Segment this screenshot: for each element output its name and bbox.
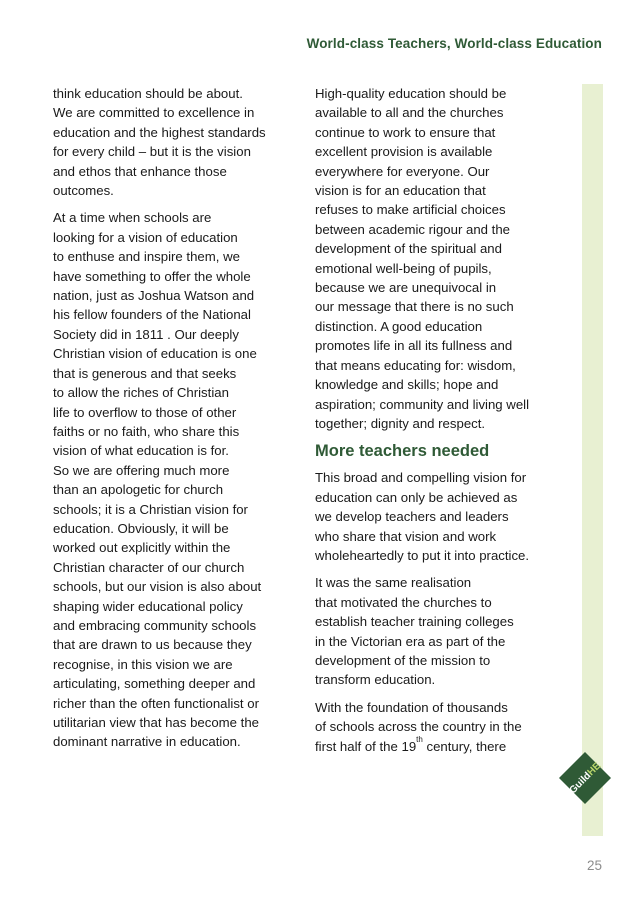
text-line: that is generous and that seeks <box>53 365 237 381</box>
text-line: aspiration; community and living well <box>315 396 530 412</box>
text-line: our message that there is no such <box>315 299 514 315</box>
text-line: development of the spiritual and <box>315 241 502 257</box>
text-line: that means educating for: wisdom, <box>315 357 516 373</box>
right-paragraph-1 <box>315 84 565 433</box>
text-line: that motivated the churches to <box>315 594 492 610</box>
right-column <box>315 84 565 764</box>
logo-text-he: HE <box>585 760 604 779</box>
text-line: utilitarian view that has become the <box>53 715 259 730</box>
right-paragraph-3 <box>315 573 565 689</box>
running-header: World-class Teachers, World-class Education <box>306 36 602 51</box>
text-line: of schools across the country in the <box>315 719 522 735</box>
page-number: 25 <box>586 858 602 873</box>
left-column <box>53 84 293 760</box>
text-line: excellent provision is available <box>315 144 493 160</box>
text-line: continue to work to ensure that <box>315 124 496 140</box>
left-paragraph-1 <box>53 84 293 200</box>
guild-he-logo <box>559 752 611 804</box>
text-line: Christian character of our church <box>53 559 245 575</box>
text-line <box>315 734 565 756</box>
text-line: emotional well-being of pupils, <box>315 260 492 276</box>
sidebar-accent-bar <box>582 84 603 836</box>
text-line: We are committed to excellence in <box>53 105 255 121</box>
text-line: between academic rigour and the <box>315 221 511 237</box>
text-line: knowledge and skills; hope and <box>315 377 499 393</box>
text-line: dominant narrative in education. <box>53 734 241 750</box>
section-heading: More teachers needed <box>315 442 490 461</box>
text-line: recognise, in this vision we are <box>53 656 233 672</box>
text-line: wholeheartedly to put it into practice. <box>315 547 530 563</box>
text-line: outcomes. <box>53 183 114 199</box>
text-line: and ethos that enhance those <box>53 163 227 179</box>
text-line: At a time when schools are <box>53 210 212 226</box>
text-line: think education should be about. <box>53 86 243 101</box>
text-fragment: century, there <box>422 738 507 754</box>
text-line: Society did in 1811 . Our deeply <box>53 326 239 342</box>
text-line: that are drawn to us because they <box>53 637 252 653</box>
text-line: everywhere for everyone. Our <box>315 163 490 179</box>
text-line: So we are offering much more <box>53 462 230 478</box>
text-line: than an apologetic for church <box>53 482 224 498</box>
text-line: High-quality education should be <box>315 86 507 101</box>
text-line: transform education. <box>315 672 436 688</box>
text-line: because we are unequivocal in <box>315 280 497 296</box>
text-line: shaping wider educational policy <box>53 598 243 614</box>
text-line: distinction. A good education <box>315 318 483 334</box>
text-line: nation, just as Joshua Watson and <box>53 288 255 304</box>
right-paragraph-2 <box>315 468 565 565</box>
text-line: life to overflow to those of other <box>53 404 237 420</box>
text-line: It was the same realisation <box>315 575 472 591</box>
text-line: to allow the riches of Christian <box>53 385 229 401</box>
text-line: education. Obviously, it will be <box>53 520 229 536</box>
text-line: vision of what education is for. <box>53 443 229 459</box>
text-line: for every child – but it is the vision <box>53 144 251 160</box>
text-line: who share that vision and work <box>315 528 497 544</box>
text-line: education and the highest standards <box>53 124 266 140</box>
text-line: schools; it is a Christian vision for <box>53 501 248 517</box>
superscript-ordinal: th <box>416 734 423 744</box>
text-line: This broad and compelling vision for <box>315 470 527 486</box>
text-line: refuses to make artificial choices <box>315 202 506 218</box>
text-line: together; dignity and respect. <box>315 415 486 431</box>
text-line: faiths or no faith, who share this <box>53 423 240 439</box>
text-line: vision is for an education that <box>315 183 486 199</box>
text-line: development of the mission to <box>315 652 491 668</box>
text-line: education can only be achieved as <box>315 489 518 505</box>
text-line: articulating, something deeper and <box>53 676 256 692</box>
text-line: With the foundation of thousands <box>315 699 508 715</box>
text-line: worked out explicitly within the <box>53 540 231 556</box>
text-line: to enthuse and inspire them, we <box>53 249 240 265</box>
text-line: and embracing community schools <box>53 617 257 633</box>
left-paragraph-2 <box>53 208 293 751</box>
text-line: Christian vision of education is one <box>53 346 257 362</box>
text-line: richer than the often functionalist or <box>53 695 259 711</box>
text-fragment: first half of the 19 <box>315 738 417 754</box>
logo-text-guild: Guild <box>567 770 594 797</box>
text-line: establish teacher training colleges <box>315 614 514 630</box>
text-line: his fellow founders of the National <box>53 307 251 323</box>
text-line: schools, but our vision is also about <box>53 579 262 595</box>
text-line: looking for a vision of education <box>53 229 238 245</box>
text-line: have something to offer the whole <box>53 268 251 284</box>
text-line: in the Victorian era as part of the <box>315 633 506 649</box>
text-line: available to all and the churches <box>315 105 504 121</box>
right-paragraph-4 <box>315 698 565 756</box>
text-line: promotes life in all its fullness and <box>315 338 513 354</box>
text-line: we develop teachers and leaders <box>315 509 509 525</box>
